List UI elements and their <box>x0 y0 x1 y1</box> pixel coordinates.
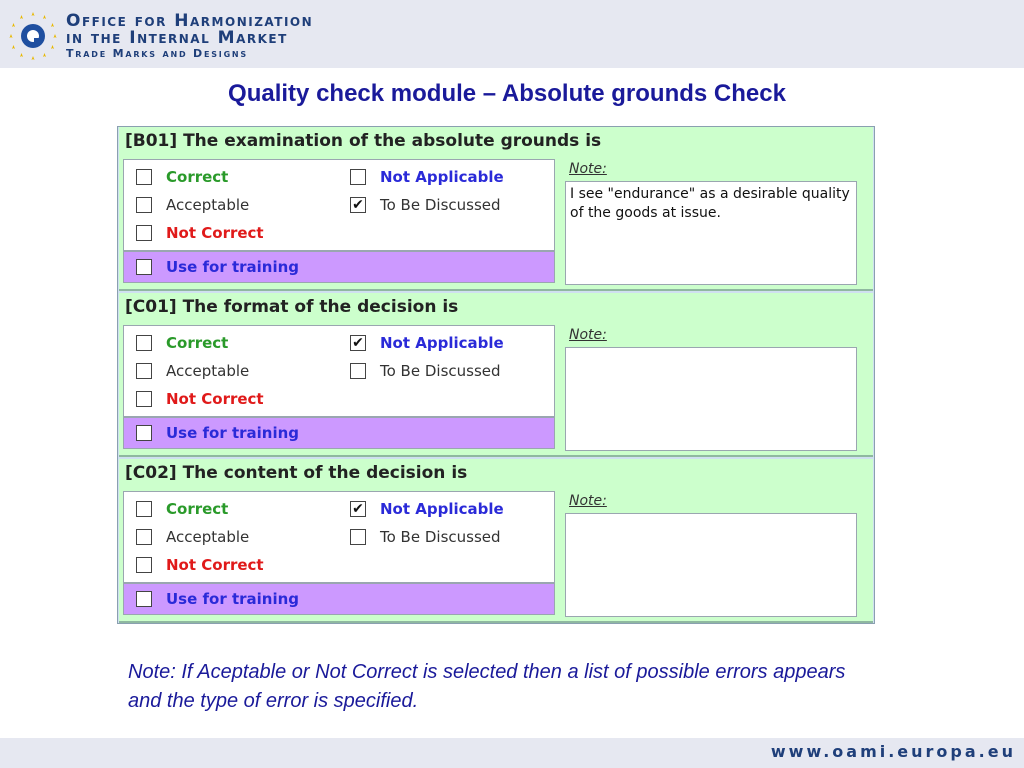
option-not-applicable[interactable] <box>350 168 504 186</box>
options-group <box>123 325 555 417</box>
check-section <box>119 293 873 457</box>
checkbox-icon[interactable] <box>350 363 366 379</box>
footer-url[interactable]: www.oami.europa.eu <box>770 742 1016 761</box>
note-label: Note: <box>569 493 607 509</box>
check-section <box>119 459 873 623</box>
org-name-line1: Office for Harmonization <box>66 11 314 31</box>
checkbox-icon[interactable] <box>136 335 152 351</box>
option-not-correct[interactable] <box>136 390 264 408</box>
oami-logo <box>8 10 58 60</box>
training-label: Use for training <box>166 258 300 276</box>
option-label: Not Correct <box>166 224 264 242</box>
option-acceptable[interactable] <box>136 528 249 546</box>
training-label: Use for training <box>166 424 300 442</box>
org-name-line3: Trade Marks and Designs <box>66 47 248 60</box>
use-for-training-option[interactable] <box>123 583 555 615</box>
checkbox-icon[interactable] <box>136 591 152 607</box>
option-label: Correct <box>166 168 229 186</box>
checkbox-icon[interactable] <box>136 259 152 275</box>
option-label: Not Correct <box>166 390 264 408</box>
option-to-be-discussed[interactable] <box>350 196 501 214</box>
option-acceptable[interactable] <box>136 196 249 214</box>
checkbox-icon[interactable] <box>350 169 366 185</box>
use-for-training-option[interactable] <box>123 251 555 283</box>
option-label: Correct <box>166 500 229 518</box>
footer-band <box>0 738 1024 768</box>
option-acceptable[interactable] <box>136 362 249 380</box>
option-label: To Be Discussed <box>380 528 501 546</box>
checkbox-icon[interactable] <box>136 197 152 213</box>
checkbox-icon[interactable] <box>136 501 152 517</box>
checkbox-icon[interactable] <box>136 391 152 407</box>
option-correct[interactable] <box>136 500 228 518</box>
section-title: [C01] The format of the decision is <box>125 297 459 317</box>
section-title: [C02] The content of the decision is <box>125 463 468 483</box>
section-title: [B01] The examination of the absolute grounds is <box>125 131 602 151</box>
header-band <box>0 0 1024 68</box>
option-label: Correct <box>166 334 229 352</box>
option-label: To Be Discussed <box>380 362 501 380</box>
checkbox-icon[interactable] <box>136 425 152 441</box>
option-label: Not Applicable <box>380 334 504 352</box>
checkbox-icon[interactable] <box>136 557 152 573</box>
quality-check-module <box>117 126 875 624</box>
checkbox-icon[interactable]: ✔ <box>350 197 366 213</box>
checkbox-icon[interactable] <box>136 529 152 545</box>
option-to-be-discussed[interactable] <box>350 528 501 546</box>
checkbox-icon[interactable]: ✔ <box>350 501 366 517</box>
checkbox-icon[interactable] <box>136 225 152 241</box>
option-correct[interactable] <box>136 334 228 352</box>
option-not-correct[interactable] <box>136 556 264 574</box>
check-section <box>119 127 873 291</box>
note-textarea[interactable] <box>565 513 857 617</box>
org-name-line2: in the Internal Market <box>66 28 288 48</box>
note-label: Note: <box>569 161 607 177</box>
option-label: To Be Discussed <box>380 196 501 214</box>
option-label: Acceptable <box>166 196 250 214</box>
option-not-applicable[interactable] <box>350 334 504 352</box>
note-textarea[interactable]: I see "endurance" as a desirable quality of the goods at issue. <box>565 181 857 285</box>
option-label: Acceptable <box>166 528 250 546</box>
options-group <box>123 159 555 251</box>
option-to-be-discussed[interactable] <box>350 362 501 380</box>
checkbox-icon[interactable] <box>136 363 152 379</box>
checkbox-icon[interactable]: ✔ <box>350 335 366 351</box>
footnote: Note: If Aceptable or Not Correct is selected then a list of possible errors appears and the type of error is specified. <box>128 661 846 712</box>
options-group <box>123 491 555 583</box>
org-name <box>66 13 313 61</box>
use-for-training-option[interactable] <box>123 417 555 449</box>
checkbox-icon[interactable] <box>350 529 366 545</box>
note-textarea[interactable] <box>565 347 857 451</box>
training-label: Use for training <box>166 590 300 608</box>
option-correct[interactable] <box>136 168 228 186</box>
option-label: Acceptable <box>166 362 250 380</box>
option-not-applicable[interactable] <box>350 500 504 518</box>
option-not-correct[interactable] <box>136 224 264 242</box>
slide-title: Quality check module – Absolute grounds Check <box>228 80 786 107</box>
note-label: Note: <box>569 327 607 343</box>
option-label: Not Correct <box>166 556 264 574</box>
option-label: Not Applicable <box>380 500 504 518</box>
checkbox-icon[interactable] <box>136 169 152 185</box>
option-label: Not Applicable <box>380 168 504 186</box>
